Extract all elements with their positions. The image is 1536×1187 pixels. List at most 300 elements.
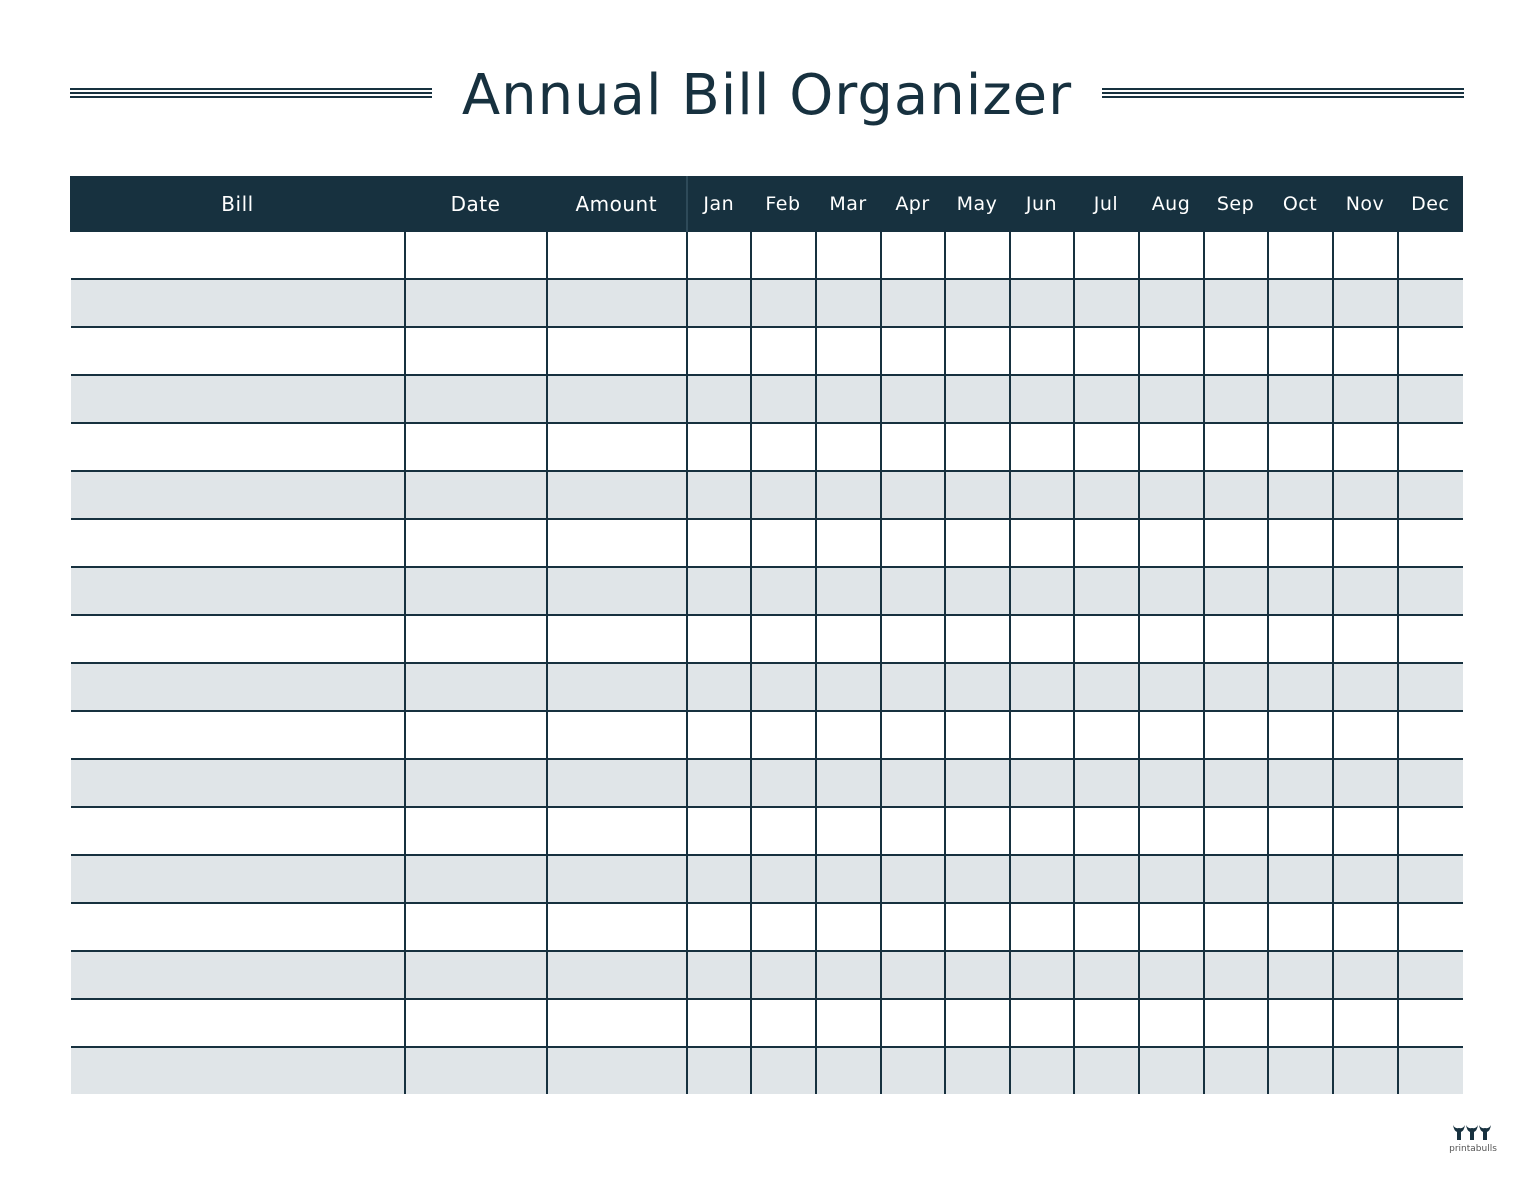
month-cell[interactable] xyxy=(1139,232,1204,279)
amount-cell[interactable] xyxy=(547,663,687,711)
date-cell[interactable] xyxy=(405,759,547,807)
month-cell[interactable] xyxy=(945,999,1010,1047)
date-cell[interactable] xyxy=(405,855,547,903)
bill-cell[interactable] xyxy=(71,471,405,519)
month-cell[interactable] xyxy=(1398,1047,1463,1094)
month-cell[interactable] xyxy=(1204,759,1268,807)
month-cell[interactable] xyxy=(816,519,881,567)
month-cell[interactable] xyxy=(816,615,881,663)
month-cell[interactable] xyxy=(816,855,881,903)
month-cell[interactable] xyxy=(1268,855,1333,903)
month-cell[interactable] xyxy=(945,951,1010,999)
month-cell[interactable] xyxy=(1204,471,1268,519)
month-cell[interactable] xyxy=(751,855,816,903)
month-cell[interactable] xyxy=(1010,279,1074,327)
month-cell[interactable] xyxy=(1333,519,1398,567)
month-cell[interactable] xyxy=(945,855,1010,903)
month-cell[interactable] xyxy=(1074,1047,1139,1094)
month-cell[interactable] xyxy=(1268,567,1333,615)
bill-cell[interactable] xyxy=(71,375,405,423)
month-cell[interactable] xyxy=(751,1047,816,1094)
bill-cell[interactable] xyxy=(71,567,405,615)
month-cell[interactable] xyxy=(1268,999,1333,1047)
bill-cell[interactable] xyxy=(71,711,405,759)
month-cell[interactable] xyxy=(751,903,816,951)
logo-text: printabulls xyxy=(1449,1144,1497,1154)
month-cell[interactable] xyxy=(687,855,751,903)
month-cell[interactable] xyxy=(881,951,945,999)
month-cell[interactable] xyxy=(687,375,751,423)
date-cell[interactable] xyxy=(405,615,547,663)
bill-cell[interactable] xyxy=(71,519,405,567)
amount-cell[interactable] xyxy=(547,327,687,375)
month-cell[interactable] xyxy=(1074,855,1139,903)
month-cell[interactable] xyxy=(1139,567,1204,615)
month-cell[interactable] xyxy=(1139,951,1204,999)
table-row xyxy=(71,375,1463,423)
month-cell[interactable] xyxy=(1268,519,1333,567)
month-cell[interactable] xyxy=(1333,807,1398,855)
month-cell[interactable] xyxy=(687,279,751,327)
month-cell[interactable] xyxy=(1268,807,1333,855)
date-cell[interactable] xyxy=(405,663,547,711)
amount-cell[interactable] xyxy=(547,279,687,327)
month-cell[interactable] xyxy=(1139,519,1204,567)
month-cell[interactable] xyxy=(881,999,945,1047)
month-cell[interactable] xyxy=(1074,903,1139,951)
date-cell[interactable] xyxy=(405,279,547,327)
bill-cell[interactable] xyxy=(71,423,405,471)
month-cell[interactable] xyxy=(1204,375,1268,423)
month-cell[interactable] xyxy=(687,951,751,999)
month-cell[interactable] xyxy=(945,903,1010,951)
month-cell[interactable] xyxy=(1139,327,1204,375)
date-cell[interactable] xyxy=(405,711,547,759)
month-cell[interactable] xyxy=(1074,423,1139,471)
month-cell[interactable] xyxy=(1010,567,1074,615)
month-cell[interactable] xyxy=(945,232,1010,279)
month-cell[interactable] xyxy=(1398,663,1463,711)
month-cell[interactable] xyxy=(1010,759,1074,807)
month-cell[interactable] xyxy=(816,327,881,375)
month-cell[interactable] xyxy=(1139,663,1204,711)
month-cell[interactable] xyxy=(1074,327,1139,375)
month-cell[interactable] xyxy=(881,519,945,567)
month-cell[interactable] xyxy=(751,375,816,423)
month-cell[interactable] xyxy=(751,423,816,471)
month-cell[interactable] xyxy=(1204,663,1268,711)
month-cell[interactable] xyxy=(1204,807,1268,855)
month-cell[interactable] xyxy=(1268,232,1333,279)
header-month: Nov xyxy=(1333,176,1398,232)
month-cell[interactable] xyxy=(1204,232,1268,279)
header-row xyxy=(71,176,1463,232)
month-cell[interactable] xyxy=(1074,567,1139,615)
month-cell[interactable] xyxy=(687,327,751,375)
month-cell[interactable] xyxy=(1333,759,1398,807)
month-cell[interactable] xyxy=(1074,711,1139,759)
table-row xyxy=(71,663,1463,711)
month-cell[interactable] xyxy=(816,232,881,279)
month-cell[interactable] xyxy=(1268,375,1333,423)
month-cell[interactable] xyxy=(1333,615,1398,663)
header-month: Oct xyxy=(1268,176,1333,232)
date-cell[interactable] xyxy=(405,567,547,615)
amount-cell[interactable] xyxy=(547,903,687,951)
bill-cell[interactable] xyxy=(71,759,405,807)
month-cell[interactable] xyxy=(1204,711,1268,759)
month-cell[interactable] xyxy=(945,519,1010,567)
month-cell[interactable] xyxy=(1074,663,1139,711)
title-row xyxy=(70,58,1464,134)
title-rule-left xyxy=(70,88,432,100)
bill-cell[interactable] xyxy=(71,279,405,327)
month-cell[interactable] xyxy=(1204,567,1268,615)
table-row xyxy=(71,903,1463,951)
month-cell[interactable] xyxy=(1139,471,1204,519)
month-cell[interactable] xyxy=(1010,903,1074,951)
month-cell[interactable] xyxy=(687,711,751,759)
month-cell[interactable] xyxy=(1398,855,1463,903)
table-row xyxy=(71,232,1463,279)
month-cell[interactable] xyxy=(1204,951,1268,999)
month-cell[interactable] xyxy=(1333,375,1398,423)
month-cell[interactable] xyxy=(1074,375,1139,423)
month-cell[interactable] xyxy=(687,232,751,279)
month-cell[interactable] xyxy=(751,951,816,999)
month-cell[interactable] xyxy=(751,999,816,1047)
bill-cell[interactable] xyxy=(71,807,405,855)
month-cell[interactable] xyxy=(1398,279,1463,327)
month-cell[interactable] xyxy=(687,903,751,951)
date-cell[interactable] xyxy=(405,375,547,423)
month-cell[interactable] xyxy=(1139,1047,1204,1094)
table-row xyxy=(71,615,1463,663)
month-cell[interactable] xyxy=(816,471,881,519)
month-cell[interactable] xyxy=(1074,615,1139,663)
month-cell[interactable] xyxy=(751,279,816,327)
month-cell[interactable] xyxy=(1204,903,1268,951)
month-cell[interactable] xyxy=(945,663,1010,711)
date-cell[interactable] xyxy=(405,1047,547,1094)
month-cell[interactable] xyxy=(1398,567,1463,615)
amount-cell[interactable] xyxy=(547,807,687,855)
header-month: May xyxy=(945,176,1010,232)
amount-cell[interactable] xyxy=(547,951,687,999)
table-row xyxy=(71,327,1463,375)
month-cell[interactable] xyxy=(945,759,1010,807)
month-cell[interactable] xyxy=(945,375,1010,423)
month-cell[interactable] xyxy=(945,423,1010,471)
month-cell[interactable] xyxy=(1139,711,1204,759)
month-cell[interactable] xyxy=(816,999,881,1047)
month-cell[interactable] xyxy=(687,519,751,567)
month-cell[interactable] xyxy=(1333,567,1398,615)
month-cell[interactable] xyxy=(1268,1047,1333,1094)
month-cell[interactable] xyxy=(816,423,881,471)
month-cell[interactable] xyxy=(1010,855,1074,903)
amount-cell[interactable] xyxy=(547,232,687,279)
date-cell[interactable] xyxy=(405,471,547,519)
table-row xyxy=(71,471,1463,519)
month-cell[interactable] xyxy=(816,279,881,327)
month-cell[interactable] xyxy=(1010,951,1074,999)
month-cell[interactable] xyxy=(1010,999,1074,1047)
header-month: Feb xyxy=(751,176,816,232)
bill-cell[interactable] xyxy=(71,232,405,279)
month-cell[interactable] xyxy=(945,471,1010,519)
amount-cell[interactable] xyxy=(547,615,687,663)
amount-cell[interactable] xyxy=(547,711,687,759)
month-cell[interactable] xyxy=(881,279,945,327)
month-cell[interactable] xyxy=(816,567,881,615)
month-cell[interactable] xyxy=(1398,999,1463,1047)
month-cell[interactable] xyxy=(1204,999,1268,1047)
month-cell[interactable] xyxy=(1398,471,1463,519)
month-cell[interactable] xyxy=(687,471,751,519)
month-cell[interactable] xyxy=(1139,855,1204,903)
month-cell[interactable] xyxy=(1010,1047,1074,1094)
month-cell[interactable] xyxy=(1204,615,1268,663)
month-cell[interactable] xyxy=(1010,375,1074,423)
date-cell[interactable] xyxy=(405,951,547,999)
amount-cell[interactable] xyxy=(547,855,687,903)
month-cell[interactable] xyxy=(1268,279,1333,327)
month-cell[interactable] xyxy=(1010,519,1074,567)
month-cell[interactable] xyxy=(1398,711,1463,759)
month-cell[interactable] xyxy=(816,807,881,855)
bill-cell[interactable] xyxy=(71,951,405,999)
month-cell[interactable] xyxy=(1333,903,1398,951)
amount-cell[interactable] xyxy=(547,1047,687,1094)
month-cell[interactable] xyxy=(881,663,945,711)
month-cell[interactable] xyxy=(1398,232,1463,279)
month-cell[interactable] xyxy=(687,807,751,855)
month-cell[interactable] xyxy=(751,232,816,279)
month-cell[interactable] xyxy=(751,519,816,567)
month-cell[interactable] xyxy=(1010,423,1074,471)
table-body xyxy=(71,232,1463,1094)
month-cell[interactable] xyxy=(881,759,945,807)
bill-cell[interactable] xyxy=(71,615,405,663)
month-cell[interactable] xyxy=(945,807,1010,855)
month-cell[interactable] xyxy=(751,759,816,807)
month-cell[interactable] xyxy=(1398,519,1463,567)
month-cell[interactable] xyxy=(1074,279,1139,327)
month-cell[interactable] xyxy=(751,615,816,663)
header-month: Apr xyxy=(881,176,945,232)
month-cell[interactable] xyxy=(1333,951,1398,999)
month-cell[interactable] xyxy=(945,567,1010,615)
header-date: Date xyxy=(405,176,547,232)
month-cell[interactable] xyxy=(881,375,945,423)
month-cell[interactable] xyxy=(687,567,751,615)
header-month: Aug xyxy=(1139,176,1204,232)
month-cell[interactable] xyxy=(1398,615,1463,663)
month-cell[interactable] xyxy=(1074,951,1139,999)
month-cell[interactable] xyxy=(1398,951,1463,999)
amount-cell[interactable] xyxy=(547,471,687,519)
month-cell[interactable] xyxy=(1204,279,1268,327)
month-cell[interactable] xyxy=(816,1047,881,1094)
month-cell[interactable] xyxy=(687,1047,751,1094)
month-cell[interactable] xyxy=(1333,471,1398,519)
month-cell[interactable] xyxy=(1333,999,1398,1047)
month-cell[interactable] xyxy=(1074,999,1139,1047)
month-cell[interactable] xyxy=(687,615,751,663)
month-cell[interactable] xyxy=(751,807,816,855)
month-cell[interactable] xyxy=(1204,855,1268,903)
bill-cell[interactable] xyxy=(71,663,405,711)
date-cell[interactable] xyxy=(405,807,547,855)
month-cell[interactable] xyxy=(1333,711,1398,759)
title-rule-right xyxy=(1102,88,1464,100)
month-cell[interactable] xyxy=(881,232,945,279)
month-cell[interactable] xyxy=(1398,759,1463,807)
amount-cell[interactable] xyxy=(547,759,687,807)
month-cell[interactable] xyxy=(816,711,881,759)
month-cell[interactable] xyxy=(945,1047,1010,1094)
month-cell[interactable] xyxy=(687,423,751,471)
month-cell[interactable] xyxy=(1010,471,1074,519)
month-cell[interactable] xyxy=(816,663,881,711)
month-cell[interactable] xyxy=(816,903,881,951)
month-cell[interactable] xyxy=(945,279,1010,327)
month-cell[interactable] xyxy=(881,615,945,663)
month-cell[interactable] xyxy=(1139,807,1204,855)
month-cell[interactable] xyxy=(751,567,816,615)
month-cell[interactable] xyxy=(1268,951,1333,999)
month-cell[interactable] xyxy=(1074,519,1139,567)
bill-cell[interactable] xyxy=(71,327,405,375)
month-cell[interactable] xyxy=(1398,423,1463,471)
month-cell[interactable] xyxy=(945,615,1010,663)
month-cell[interactable] xyxy=(881,855,945,903)
month-cell[interactable] xyxy=(1333,855,1398,903)
month-cell[interactable] xyxy=(1268,711,1333,759)
month-cell[interactable] xyxy=(1204,1047,1268,1094)
month-cell[interactable] xyxy=(1074,471,1139,519)
month-cell[interactable] xyxy=(1333,327,1398,375)
month-cell[interactable] xyxy=(1333,1047,1398,1094)
month-cell[interactable] xyxy=(1139,759,1204,807)
month-cell[interactable] xyxy=(1268,423,1333,471)
date-cell[interactable] xyxy=(405,999,547,1047)
month-cell[interactable] xyxy=(881,471,945,519)
bill-cell[interactable] xyxy=(71,855,405,903)
month-cell[interactable] xyxy=(1139,615,1204,663)
month-cell[interactable] xyxy=(751,663,816,711)
amount-cell[interactable] xyxy=(547,519,687,567)
date-cell[interactable] xyxy=(405,423,547,471)
table-row xyxy=(71,279,1463,327)
month-cell[interactable] xyxy=(1268,663,1333,711)
amount-cell[interactable] xyxy=(547,999,687,1047)
month-cell[interactable] xyxy=(1074,232,1139,279)
month-cell[interactable] xyxy=(1074,759,1139,807)
month-cell[interactable] xyxy=(1010,711,1074,759)
bill-organizer-table xyxy=(70,176,1463,1094)
amount-cell[interactable] xyxy=(547,423,687,471)
month-cell[interactable] xyxy=(1398,375,1463,423)
month-cell[interactable] xyxy=(1268,327,1333,375)
month-cell[interactable] xyxy=(1333,279,1398,327)
month-cell[interactable] xyxy=(881,711,945,759)
month-cell[interactable] xyxy=(1010,232,1074,279)
month-cell[interactable] xyxy=(1333,232,1398,279)
bill-cell[interactable] xyxy=(71,903,405,951)
month-cell[interactable] xyxy=(881,327,945,375)
month-cell[interactable] xyxy=(1139,999,1204,1047)
month-cell[interactable] xyxy=(751,471,816,519)
month-cell[interactable] xyxy=(1204,519,1268,567)
bill-cell[interactable] xyxy=(71,1047,405,1094)
header-month: Sep xyxy=(1204,176,1268,232)
month-cell[interactable] xyxy=(1204,423,1268,471)
month-cell[interactable] xyxy=(1398,903,1463,951)
month-cell[interactable] xyxy=(1139,903,1204,951)
date-cell[interactable] xyxy=(405,519,547,567)
month-cell[interactable] xyxy=(1398,327,1463,375)
header-month: Jan xyxy=(687,176,751,232)
month-cell[interactable] xyxy=(1268,903,1333,951)
month-cell[interactable] xyxy=(1010,615,1074,663)
amount-cell[interactable] xyxy=(547,567,687,615)
month-cell[interactable] xyxy=(881,903,945,951)
month-cell[interactable] xyxy=(1268,615,1333,663)
amount-cell[interactable] xyxy=(547,375,687,423)
month-cell[interactable] xyxy=(881,1047,945,1094)
header-bill: Bill xyxy=(71,176,405,232)
month-cell[interactable] xyxy=(881,807,945,855)
month-cell[interactable] xyxy=(1139,279,1204,327)
table-row xyxy=(71,855,1463,903)
month-cell[interactable] xyxy=(1268,759,1333,807)
month-cell[interactable] xyxy=(751,711,816,759)
date-cell[interactable] xyxy=(405,232,547,279)
month-cell[interactable] xyxy=(881,567,945,615)
month-cell[interactable] xyxy=(1204,327,1268,375)
month-cell[interactable] xyxy=(816,759,881,807)
month-cell[interactable] xyxy=(1074,807,1139,855)
month-cell[interactable] xyxy=(945,711,1010,759)
month-cell[interactable] xyxy=(1139,423,1204,471)
month-cell[interactable] xyxy=(687,759,751,807)
date-cell[interactable] xyxy=(405,327,547,375)
month-cell[interactable] xyxy=(751,327,816,375)
month-cell[interactable] xyxy=(816,375,881,423)
header-month: Dec xyxy=(1398,176,1463,232)
date-cell[interactable] xyxy=(405,903,547,951)
month-cell[interactable] xyxy=(1333,423,1398,471)
table-row xyxy=(71,711,1463,759)
month-cell[interactable] xyxy=(1139,375,1204,423)
month-cell[interactable] xyxy=(1333,663,1398,711)
month-cell[interactable] xyxy=(687,663,751,711)
month-cell[interactable] xyxy=(881,423,945,471)
month-cell[interactable] xyxy=(945,327,1010,375)
month-cell[interactable] xyxy=(816,951,881,999)
month-cell[interactable] xyxy=(1268,471,1333,519)
month-cell[interactable] xyxy=(1398,807,1463,855)
table-row xyxy=(71,423,1463,471)
month-cell[interactable] xyxy=(1010,663,1074,711)
month-cell[interactable] xyxy=(1010,807,1074,855)
bulls-logo-icon xyxy=(1451,1122,1495,1142)
month-cell[interactable] xyxy=(687,999,751,1047)
bill-cell[interactable] xyxy=(71,999,405,1047)
month-cell[interactable] xyxy=(1010,327,1074,375)
